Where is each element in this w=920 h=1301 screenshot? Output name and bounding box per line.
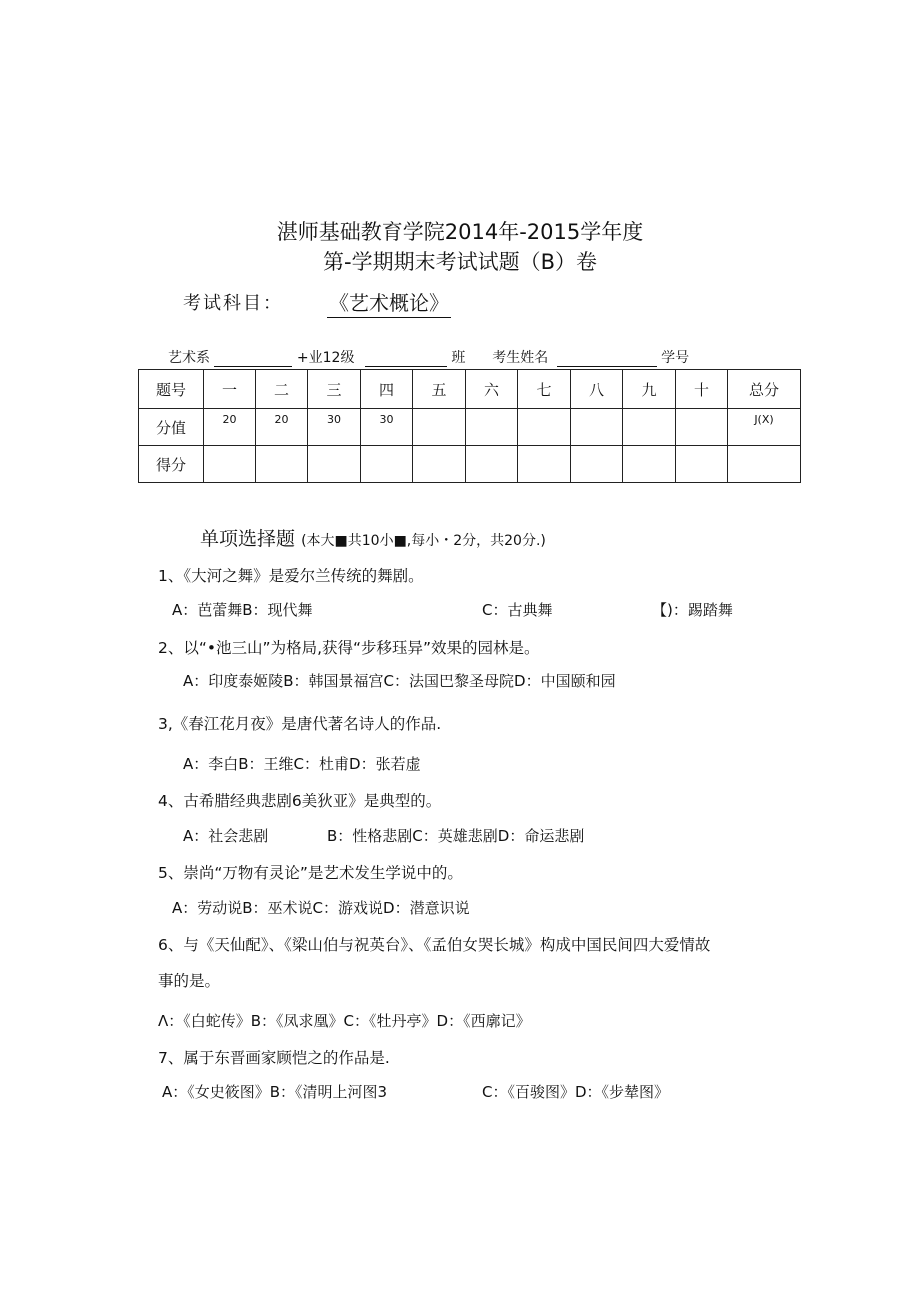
header-cell: 七 bbox=[518, 370, 571, 409]
points-cell: 30 bbox=[308, 409, 361, 446]
header-cell: 五 bbox=[413, 370, 466, 409]
section-heading bbox=[200, 524, 546, 551]
points-cell bbox=[676, 409, 728, 446]
question-6: 6、与《天仙配》、《梁山伯与祝英台》、《孟伯女哭长城》构成中国民间四大爱情故 bbox=[158, 936, 711, 954]
q7-option-cd[interactable]: C：《百骏图》D：《步辇图》 bbox=[482, 1083, 670, 1101]
row-label-score: 得分 bbox=[139, 446, 204, 483]
score-cell[interactable] bbox=[623, 446, 676, 483]
score-table bbox=[138, 369, 801, 483]
header-cell: 二 bbox=[256, 370, 308, 409]
header-cell: 四 bbox=[361, 370, 413, 409]
student-info-line bbox=[168, 347, 689, 367]
points-cell: 30 bbox=[361, 409, 413, 446]
dept-label: 艺术系 bbox=[168, 350, 210, 366]
header-cell: 六 bbox=[466, 370, 518, 409]
header-cell-total: 总分 bbox=[728, 370, 801, 409]
points-cell bbox=[518, 409, 571, 446]
name-label: 考生姓名 bbox=[492, 350, 549, 366]
header-cell: 九 bbox=[623, 370, 676, 409]
question-1: 1、《大河之舞》是爱尔兰传统的舞剧。 bbox=[158, 567, 424, 585]
score-cell[interactable] bbox=[204, 446, 256, 483]
table-row-numbers bbox=[139, 370, 801, 409]
major-label: +业12级 bbox=[296, 350, 355, 366]
subject-name: 《艺术概论》 bbox=[327, 287, 451, 318]
score-cell[interactable] bbox=[256, 446, 308, 483]
row-label-number: 题号 bbox=[139, 370, 204, 409]
q1-option-c[interactable]: C：古典舞 bbox=[482, 601, 553, 619]
question-4: 4、古希腊经典悲剧6美狄亚》是典型的。 bbox=[158, 792, 442, 810]
q1-option-ab[interactable]: A：芭蕾舞B：现代舞 bbox=[172, 601, 313, 619]
header-cell: 八 bbox=[571, 370, 623, 409]
class-label: 班 bbox=[451, 350, 466, 366]
table-row-scores bbox=[139, 446, 801, 483]
q2-options[interactable]: A：印度泰姬陵B：韩国景福宫C：法国巴黎圣母院D：中国颐和园 bbox=[183, 672, 616, 690]
exam-title-line1: 湛师基础教育学院2014年-2015学年度 bbox=[276, 220, 644, 244]
score-cell[interactable] bbox=[518, 446, 571, 483]
header-cell: 一 bbox=[204, 370, 256, 409]
score-cell-total[interactable] bbox=[728, 446, 801, 483]
section-title: 单项选择题 bbox=[200, 528, 296, 550]
points-cell-total: J(X) bbox=[728, 409, 801, 446]
number-label: 学号 bbox=[661, 350, 690, 366]
q5-options[interactable]: A：劳动说B：巫术说C：游戏说D：潜意识说 bbox=[172, 899, 470, 917]
section-note: (本大■共10小■,每小・2分，共20分.) bbox=[301, 533, 546, 549]
table-row-points bbox=[139, 409, 801, 446]
class-blank[interactable] bbox=[365, 352, 447, 367]
score-cell[interactable] bbox=[413, 446, 466, 483]
score-cell[interactable] bbox=[466, 446, 518, 483]
q7-option-ab[interactable]: A：《女史筱图》B：《清明上河图3 bbox=[162, 1083, 388, 1101]
question-6-cont: 事的是。 bbox=[158, 972, 221, 990]
score-cell[interactable] bbox=[676, 446, 728, 483]
exam-title-line2: 第-学期期末考试试题（B）卷 bbox=[323, 250, 597, 274]
points-cell: 20 bbox=[204, 409, 256, 446]
q6-options[interactable]: Λ：《白蛇传》B：《凤求凰》C：《牡丹亭》D：《西廓记》 bbox=[158, 1012, 531, 1030]
score-cell[interactable] bbox=[308, 446, 361, 483]
header-cell: 三 bbox=[308, 370, 361, 409]
q3-options[interactable]: A：李白B：王维C：杜甫D：张若虚 bbox=[183, 755, 421, 773]
score-cell[interactable] bbox=[571, 446, 623, 483]
question-7: 7、属于东晋画家顾恺之的作品是. bbox=[158, 1049, 390, 1067]
q4-option-bcd[interactable]: B：性格悲剧C：英雄悲剧D：命运悲剧 bbox=[327, 827, 585, 845]
score-cell[interactable] bbox=[361, 446, 413, 483]
points-cell bbox=[466, 409, 518, 446]
question-5: 5、崇尚“万物有灵论”是艺术发生学说中的。 bbox=[158, 864, 463, 882]
dept-blank[interactable] bbox=[214, 352, 292, 367]
points-cell: 20 bbox=[256, 409, 308, 446]
points-cell bbox=[623, 409, 676, 446]
q1-option-d[interactable]: 【)：踢踏舞 bbox=[652, 601, 733, 619]
header-cell: 十 bbox=[676, 370, 728, 409]
points-cell bbox=[413, 409, 466, 446]
q4-option-a[interactable]: A：社会悲剧 bbox=[183, 827, 269, 845]
row-label-points: 分值 bbox=[139, 409, 204, 446]
question-3: 3,《春江花月夜》是唐代著名诗人的作品. bbox=[158, 715, 442, 733]
name-blank[interactable] bbox=[557, 352, 657, 367]
question-2: 2、以“•池三山”为格局,获得“步移珏异”效果的园林是。 bbox=[158, 639, 540, 657]
subject-label: 考试科目： bbox=[183, 293, 283, 314]
points-cell bbox=[571, 409, 623, 446]
